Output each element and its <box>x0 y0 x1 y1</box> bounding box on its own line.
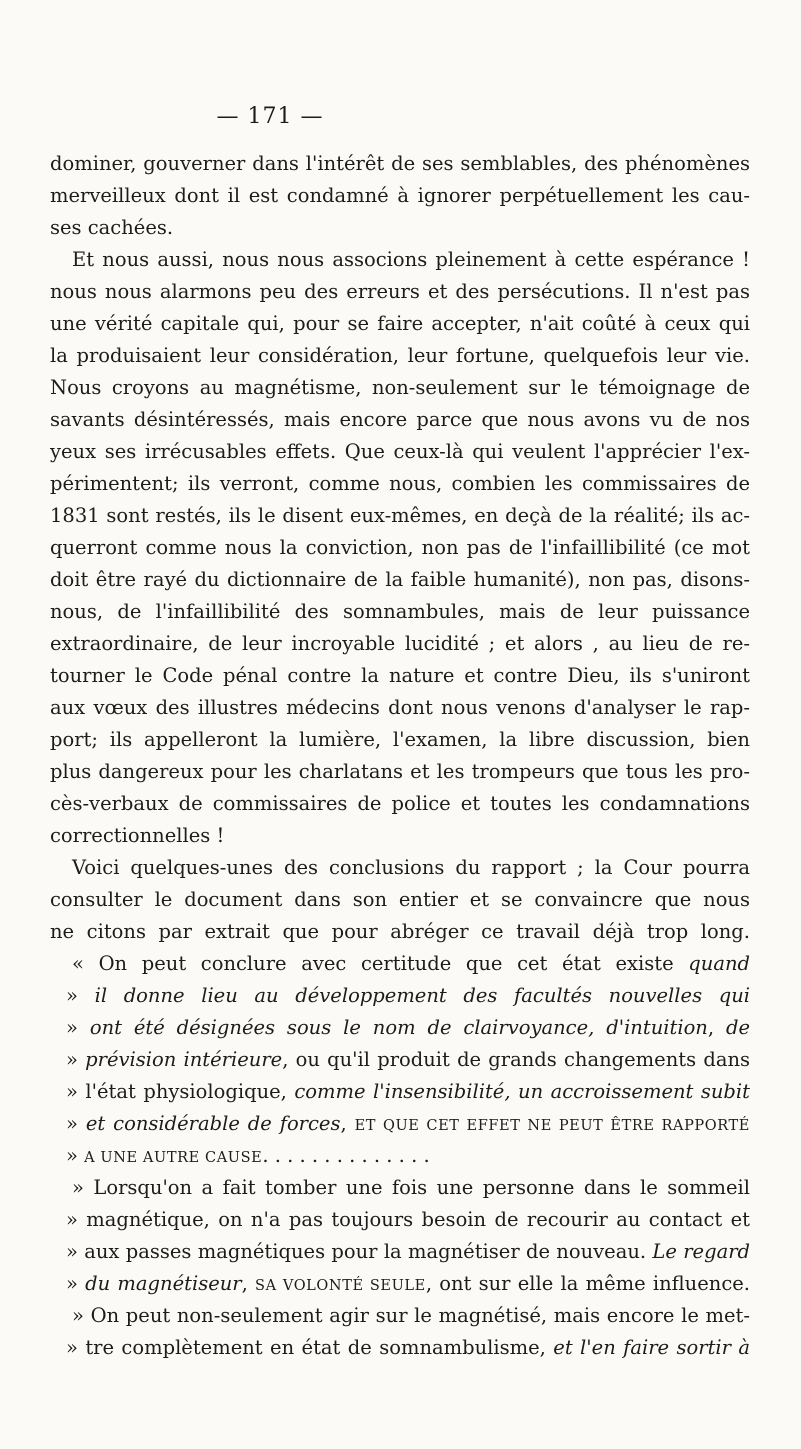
text-line <box>50 468 750 500</box>
text-span: ne citons par extrait que pour abréger ce travail déjà trop long. <box>50 920 750 943</box>
text-line <box>50 628 750 660</box>
text-line <box>50 660 750 692</box>
text-line <box>50 1204 750 1236</box>
text-span: , <box>340 1112 355 1135</box>
text-line <box>50 756 750 788</box>
text-span: aux vœux des illustres médecins dont nous venons d'analyser le rap- <box>50 696 750 719</box>
text-span: périmentent; ils verront, comme nous, combien les commissaires de <box>50 472 750 495</box>
text-span: . . . . . . . . . . . . . . <box>262 1144 430 1167</box>
text-span: , ou qu'il produit de grands changements dans <box>282 1048 750 1071</box>
text-span: querront comme nous la conviction, non pas de l'infaillibilité (ce mot <box>50 536 750 559</box>
text-span: « On peut conclure avec certitude que cet état existe <box>72 952 689 975</box>
text-span: » <box>66 1272 86 1295</box>
small-caps-span: SA VOLONTÉ SEULE <box>255 1278 426 1294</box>
text-line <box>50 180 750 212</box>
text-span: » tre complètement en état de somnambulisme, <box>66 1336 554 1359</box>
italic-span: et considérable de forces <box>85 1112 341 1135</box>
text-span: merveilleux dont il est condamné à ignorer perpétuellement les cau- <box>50 184 750 207</box>
text-span: port; ils appelleront la lumière, l'examen, la libre discussion, bien <box>50 728 750 751</box>
text-span: » l'état physiologique, <box>66 1080 295 1103</box>
text-line <box>50 436 750 468</box>
text-span: Nous croyons au magnétisme, non-seulement sur le témoignage de <box>50 376 750 399</box>
text-line <box>50 372 750 404</box>
text-line <box>50 1236 750 1268</box>
text-line <box>50 148 750 180</box>
small-caps-span: ET QUE CET EFFET NE PEUT ÊTRE RAPPORTÉ <box>354 1118 750 1134</box>
page-number: — 171 — <box>216 104 324 129</box>
text-span: ses cachées. <box>50 216 174 239</box>
text-span: tourner le Code pénal contre la nature et contre Dieu, ils s'uniront <box>50 664 750 687</box>
text-span: » magnétique, on n'a pas toujours besoin de recourir au contact et <box>66 1208 750 1231</box>
text-span: , <box>241 1272 256 1295</box>
small-caps-span: A UNE AUTRE CAUSE <box>84 1150 263 1166</box>
text-line <box>50 596 750 628</box>
text-span: doit être rayé du dictionnaire de la faible humanité), non pas, disons- <box>50 568 750 591</box>
text-span: , <box>707 1016 726 1039</box>
text-span: » aux passes magnétiques pour la magnétiser de nouveau. <box>66 1240 653 1263</box>
text-span: plus dangereux pour les charlatans et les trompeurs que tous les pro- <box>50 760 750 783</box>
text-line <box>50 340 750 372</box>
text-span: une vérité capitale qui, pour se faire accepter, n'ait coûté à ceux qui <box>50 312 750 335</box>
text-line <box>50 820 750 852</box>
text-line <box>50 276 750 308</box>
text-span: » <box>66 1144 85 1167</box>
italic-span: il donne lieu au développement des facultés nouvelles qui <box>94 984 750 1007</box>
body-text <box>50 148 750 1364</box>
text-span: extraordinaire, de leur incroyable lucidité ; et alors , au lieu de re- <box>50 632 750 655</box>
text-span: » <box>66 1048 86 1071</box>
text-span: savants désintéressés, mais encore parce que nous avons vu de nos <box>50 408 750 431</box>
italic-span: prévision intérieure <box>85 1048 283 1071</box>
text-span: la produisaient leur considération, leur fortune, quelquefois leur vie. <box>50 344 750 367</box>
text-line <box>50 1172 750 1204</box>
text-line <box>50 1044 750 1076</box>
text-span: » <box>66 1016 90 1039</box>
text-line <box>50 1076 750 1108</box>
text-span: yeux ses irrécusables effets. Que ceux-là qui veulent l'apprécier l'ex- <box>50 440 750 463</box>
text-line <box>50 564 750 596</box>
text-line <box>50 788 750 820</box>
text-line <box>50 1140 750 1172</box>
text-line <box>50 244 750 276</box>
italic-span: Le regard <box>652 1240 750 1263</box>
text-line <box>50 1108 750 1140</box>
text-line <box>50 500 750 532</box>
text-line <box>50 852 750 884</box>
italic-span: du magnétiseur <box>85 1272 242 1295</box>
text-line <box>50 1268 750 1300</box>
text-span: » <box>66 1112 86 1135</box>
text-span: » <box>66 984 95 1007</box>
text-line <box>50 532 750 564</box>
italic-span: quand <box>688 952 750 975</box>
text-line <box>50 1300 750 1332</box>
text-span: correctionnelles ! <box>50 824 225 847</box>
italic-span: ont été désignées sous le nom de clairvoyance, d'intuition <box>89 1016 708 1039</box>
text-line <box>50 1012 750 1044</box>
text-line <box>50 404 750 436</box>
text-line <box>50 948 750 980</box>
text-span: Et nous aussi, nous nous associons pleinement à cette espérance ! <box>72 248 750 271</box>
text-span: Voici quelques-unes des conclusions du rapport ; la Cour pourra <box>72 856 750 879</box>
text-line <box>50 212 750 244</box>
text-span: » Lorsqu'on a fait tomber une fois une personne dans le sommeil <box>72 1176 750 1199</box>
text-line <box>50 692 750 724</box>
text-span: » On peut non-seulement agir sur le magnétisé, mais encore le met- <box>72 1304 750 1327</box>
text-span: dominer, gouverner dans l'intérêt de ses semblables, des phénomènes <box>50 152 750 175</box>
text-span: nous, de l'infaillibilité des somnambules, mais de leur puissance <box>50 600 750 623</box>
text-span: consulter le document dans son entier et se convaincre que nous <box>50 888 750 911</box>
italic-span: de <box>725 1016 750 1039</box>
text-span: nous nous alarmons peu des erreurs et des persécutions. Il n'est pas <box>50 280 750 303</box>
text-line <box>50 916 750 948</box>
text-span: 1831 sont restés, ils le disent eux-mêmes, en deçà de la réalité; ils ac- <box>50 504 750 527</box>
italic-span: et l'en faire sortir à <box>553 1336 750 1359</box>
text-span: , ont sur elle la même influence. <box>425 1272 750 1295</box>
italic-span: comme l'insensibilité, un accroissement subit <box>294 1080 750 1103</box>
text-line <box>50 724 750 756</box>
text-line <box>50 980 750 1012</box>
text-line <box>50 884 750 916</box>
text-span: cès-verbaux de commissaires de police et toutes les condamnations <box>50 792 750 815</box>
text-line <box>50 1332 750 1364</box>
text-line <box>50 308 750 340</box>
